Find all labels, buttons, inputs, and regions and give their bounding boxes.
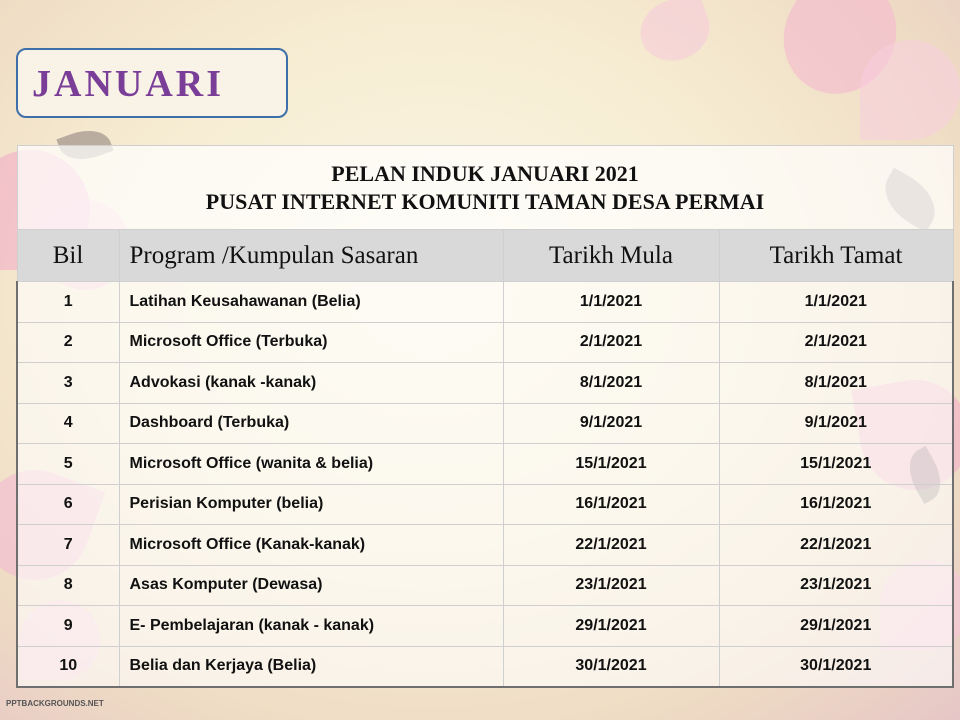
row-bil: 6 (17, 484, 119, 525)
row-program: Microsoft Office (wanita & belia) (119, 444, 503, 485)
table-row (17, 363, 953, 404)
row-program: Dashboard (Terbuka) (119, 403, 503, 444)
table-title-row (17, 146, 953, 230)
row-bil: 4 (17, 403, 119, 444)
plan-table (16, 145, 954, 688)
row-bil: 1 (17, 282, 119, 323)
row-start-date: 16/1/2021 (503, 484, 719, 525)
row-start-date: 29/1/2021 (503, 606, 719, 647)
row-end-date: 23/1/2021 (719, 565, 953, 606)
row-bil: 5 (17, 444, 119, 485)
row-program: Microsoft Office (Terbuka) (119, 322, 503, 363)
row-program: Latihan Keusahawanan (Belia) (119, 282, 503, 323)
table-row (17, 322, 953, 363)
table-row (17, 484, 953, 525)
table-row (17, 646, 953, 687)
table-body (17, 282, 953, 687)
row-start-date: 15/1/2021 (503, 444, 719, 485)
table-row (17, 444, 953, 485)
row-program: Asas Komputer (Dewasa) (119, 565, 503, 606)
slide-title-box (16, 48, 288, 118)
row-bil: 7 (17, 525, 119, 566)
table-title-line2: PUSAT INTERNET KOMUNITI TAMAN DESA PERMAI (205, 188, 765, 214)
flower-decoration (860, 40, 960, 140)
row-bil: 2 (17, 322, 119, 363)
row-end-date: 29/1/2021 (719, 606, 953, 647)
table-row (17, 606, 953, 647)
row-start-date: 2/1/2021 (503, 322, 719, 363)
row-program: Belia dan Kerjaya (Belia) (119, 646, 503, 687)
row-end-date: 2/1/2021 (719, 322, 953, 363)
table-row (17, 403, 953, 444)
row-program: E- Pembelajaran (kanak - kanak) (119, 606, 503, 647)
column-header-row (17, 230, 953, 282)
row-start-date: 1/1/2021 (503, 282, 719, 323)
row-bil: 9 (17, 606, 119, 647)
row-start-date: 22/1/2021 (503, 525, 719, 566)
row-end-date: 1/1/2021 (719, 282, 953, 323)
row-bil: 3 (17, 363, 119, 404)
row-end-date: 9/1/2021 (719, 403, 953, 444)
row-end-date: 16/1/2021 (719, 484, 953, 525)
column-header-end: Tarikh Tamat (719, 230, 953, 282)
row-start-date: 8/1/2021 (503, 363, 719, 404)
flower-decoration (632, 0, 718, 70)
row-program: Microsoft Office (Kanak-kanak) (119, 525, 503, 566)
row-end-date: 30/1/2021 (719, 646, 953, 687)
column-header-bil: Bil (17, 230, 119, 282)
row-end-date: 8/1/2021 (719, 363, 953, 404)
row-start-date: 30/1/2021 (503, 646, 719, 687)
watermark: PPTBACKGROUNDS.NET (6, 699, 104, 708)
row-program: Advokasi (kanak -kanak) (119, 363, 503, 404)
table-row (17, 525, 953, 566)
table-row (17, 282, 953, 323)
table-title-cell (17, 146, 953, 230)
row-bil: 10 (17, 646, 119, 687)
table-row (17, 565, 953, 606)
row-end-date: 22/1/2021 (719, 525, 953, 566)
row-bil: 8 (17, 565, 119, 606)
row-end-date: 15/1/2021 (719, 444, 953, 485)
row-start-date: 23/1/2021 (503, 565, 719, 606)
column-header-program: Program /Kumpulan Sasaran (119, 230, 503, 282)
table-title-line1: PELAN INDUK JANUARI 2021 (331, 160, 639, 186)
slide-title: JANUARI (32, 63, 224, 105)
column-header-start: Tarikh Mula (503, 230, 719, 282)
row-start-date: 9/1/2021 (503, 403, 719, 444)
row-program: Perisian Komputer (belia) (119, 484, 503, 525)
